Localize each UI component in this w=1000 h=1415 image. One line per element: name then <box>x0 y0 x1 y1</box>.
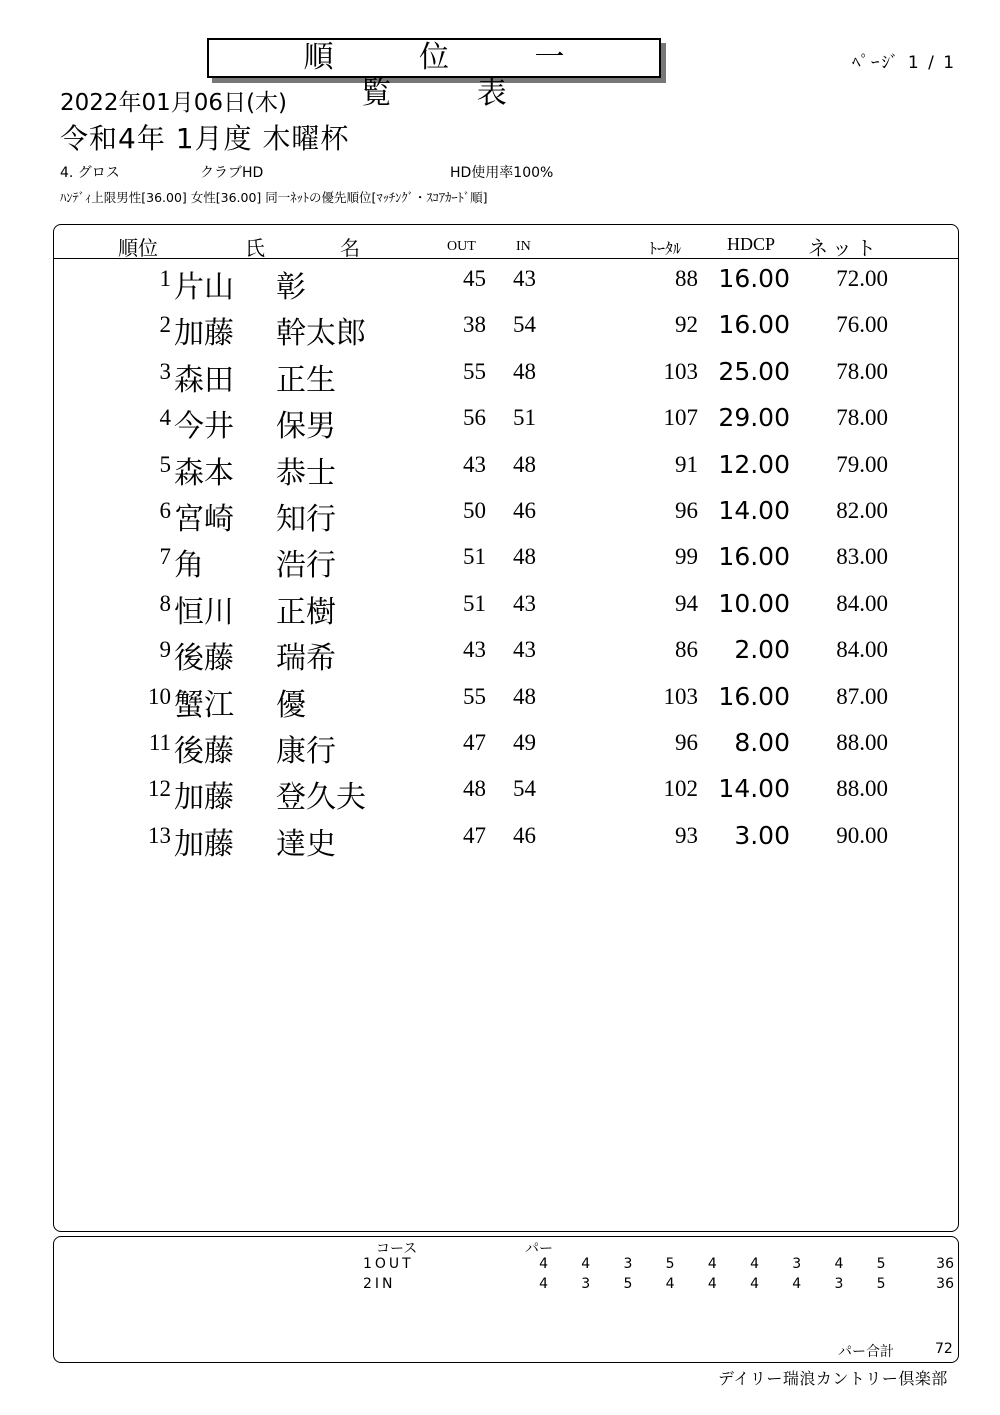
net-score: 90.00 <box>836 822 888 848</box>
rank-cell: 1 <box>159 266 171 291</box>
in-score: 48 <box>513 358 536 384</box>
in-score: 43 <box>513 266 536 291</box>
out-score: 43 <box>463 637 486 663</box>
page-title: 順 位 一 覧 表 <box>303 40 603 111</box>
net-score: 84.00 <box>836 637 888 663</box>
hole-par: 4 <box>665 1276 675 1292</box>
hdcp-value: 3.00 <box>734 820 790 850</box>
hole-par: 5 <box>665 1256 675 1272</box>
total-score: 91 <box>675 451 698 477</box>
hole-par: 3 <box>623 1256 633 1272</box>
in-score: 54 <box>513 776 536 802</box>
net-score: 72.00 <box>836 266 888 291</box>
hole-par: 3 <box>834 1276 844 1292</box>
hdcp-value: 29.00 <box>718 403 790 433</box>
total-score: 107 <box>663 405 698 431</box>
hole-par: 4 <box>581 1256 591 1272</box>
in-score: 43 <box>513 637 536 663</box>
net-score: 87.00 <box>836 683 888 709</box>
last-name: 加藤 <box>174 317 234 351</box>
net-score: 84.00 <box>836 590 888 616</box>
first-name: 登久夫 <box>276 781 366 815</box>
table-row <box>0 678 1000 724</box>
last-name: 加藤 <box>174 827 234 861</box>
total-score: 102 <box>663 776 698 802</box>
course-name: 2IN <box>363 1276 396 1292</box>
table-row <box>0 770 1000 816</box>
rank-cell: 6 <box>159 498 171 523</box>
in-score: 46 <box>513 822 536 848</box>
first-name: 彰 <box>276 271 306 304</box>
out-score: 45 <box>463 266 486 291</box>
out-score: 51 <box>463 590 486 616</box>
rank-cell: 7 <box>159 544 171 570</box>
total-score: 92 <box>675 312 698 338</box>
col-total-header: ﾄｰﾀﾙ <box>649 241 682 258</box>
total-score: 103 <box>663 683 698 709</box>
last-name: 片山 <box>174 271 234 304</box>
total-score: 99 <box>675 544 698 570</box>
hole-par: 3 <box>792 1256 802 1272</box>
table-row <box>0 631 1000 677</box>
col-rank-header: 順位 <box>118 238 158 260</box>
in-score: 49 <box>513 730 536 755</box>
table-row <box>0 817 1000 863</box>
out-score: 47 <box>463 730 486 755</box>
rank-cell: 5 <box>159 451 171 477</box>
total-score: 88 <box>675 266 698 291</box>
table-row <box>0 724 1000 770</box>
last-name: 後藤 <box>174 642 234 676</box>
last-name: 後藤 <box>174 735 234 768</box>
course-name: 1OUT <box>363 1256 414 1272</box>
table-row <box>0 446 1000 492</box>
table-row <box>0 585 1000 631</box>
total-score: 86 <box>675 637 698 663</box>
first-name: 正生 <box>276 363 336 397</box>
course-par-total: 36 <box>936 1276 954 1292</box>
last-name: 森本 <box>174 456 234 490</box>
first-name: 優 <box>276 688 306 722</box>
net-score: 78.00 <box>836 358 888 384</box>
hdcp-value: 10.00 <box>718 588 790 618</box>
last-name: 恒川 <box>174 595 234 629</box>
hole-par: 4 <box>792 1276 802 1292</box>
hdcp-value: 16.00 <box>718 681 790 711</box>
last-name: 角 <box>174 549 204 583</box>
first-name: 知行 <box>276 503 336 536</box>
net-score: 88.00 <box>836 730 888 755</box>
total-score: 96 <box>675 730 698 755</box>
col-hdcp-header: HDCP <box>727 234 776 254</box>
last-name: 宮崎 <box>174 503 234 536</box>
total-score: 94 <box>675 590 698 616</box>
hole-par: 5 <box>623 1276 633 1292</box>
hdcp-value: 12.00 <box>718 449 790 479</box>
hole-par: 3 <box>581 1276 591 1292</box>
total-score: 96 <box>675 498 698 523</box>
rank-cell: 10 <box>148 683 171 709</box>
col-name-header-1: 氏 <box>245 238 265 260</box>
hole-par: 5 <box>876 1276 886 1292</box>
hdcp-value: 16.00 <box>718 264 790 293</box>
net-score: 88.00 <box>836 776 888 802</box>
in-score: 48 <box>513 451 536 477</box>
net-score: 76.00 <box>836 312 888 338</box>
rank-cell: 12 <box>148 776 171 802</box>
out-score: 51 <box>463 544 486 570</box>
total-score: 93 <box>675 822 698 848</box>
col-in-header: IN <box>516 239 531 254</box>
first-name: 浩行 <box>276 549 336 583</box>
first-name: 達史 <box>276 827 336 861</box>
title-box <box>207 38 661 111</box>
score-format: 4. グロス <box>60 165 120 181</box>
out-score: 47 <box>463 822 486 848</box>
hole-par: 4 <box>707 1256 717 1272</box>
in-score: 48 <box>513 544 536 570</box>
total-score: 103 <box>663 358 698 384</box>
first-name: 幹太郎 <box>276 317 366 351</box>
table-row <box>0 492 1000 538</box>
date: 2022年01月06日(木) <box>60 90 288 116</box>
table-row <box>0 353 1000 399</box>
par-total-label: パー合計 <box>838 1344 894 1360</box>
last-name: 蟹江 <box>174 688 234 722</box>
rank-cell: 11 <box>148 730 171 755</box>
rank-cell: 8 <box>159 590 171 616</box>
first-name: 恭士 <box>276 456 336 490</box>
competition-name: 令和4年 1月度 木曜杯 <box>60 122 350 155</box>
table-row <box>0 260 1000 306</box>
net-score: 78.00 <box>836 405 888 431</box>
out-score: 48 <box>463 776 486 802</box>
hole-par: 4 <box>750 1276 759 1292</box>
first-name: 正樹 <box>276 595 336 629</box>
net-score: 82.00 <box>836 498 888 523</box>
in-score: 51 <box>513 405 536 431</box>
rank-cell: 13 <box>148 822 171 848</box>
net-score: 79.00 <box>836 451 888 477</box>
rank-cell: 9 <box>159 637 171 663</box>
hdcp-value: 25.00 <box>718 356 790 386</box>
hole-par: 4 <box>834 1256 844 1272</box>
hdcp-value: 16.00 <box>718 542 790 572</box>
first-name: 康行 <box>276 735 336 768</box>
par-total-value: 72 <box>935 1341 953 1357</box>
rank-cell: 4 <box>159 405 171 431</box>
handicap-note: ﾊﾝﾃﾞｨ上限男性[36.00] 女性[36.00] 同一ﾈｯﾄの優先順位[ﾏｯﾁﾝｸﾞ・ｽｺｱｶｰﾄﾞ順] <box>60 190 488 205</box>
last-name: 森田 <box>174 363 234 397</box>
last-name: 加藤 <box>174 781 234 815</box>
col-net-header: ネット <box>808 238 880 260</box>
table-row <box>0 306 1000 352</box>
hdcp-value: 2.00 <box>734 635 790 665</box>
out-score: 50 <box>463 498 486 523</box>
hole-par: 4 <box>707 1276 717 1292</box>
club-hd-label: クラブHD <box>200 165 264 181</box>
hole-par: 4 <box>750 1256 759 1272</box>
out-score: 38 <box>463 312 486 338</box>
net-score: 83.00 <box>836 544 888 570</box>
hole-par: 4 <box>539 1276 548 1292</box>
last-name: 今井 <box>174 410 234 444</box>
out-score: 56 <box>463 405 486 431</box>
course-par-total: 36 <box>936 1256 954 1272</box>
in-score: 46 <box>513 498 536 523</box>
hole-par: 4 <box>539 1256 548 1272</box>
rank-cell: 2 <box>159 312 171 338</box>
hdcp-value: 14.00 <box>718 496 790 525</box>
in-score: 54 <box>513 312 536 338</box>
hole-par: 5 <box>876 1256 886 1272</box>
course-label: コース <box>376 1241 418 1257</box>
hdcp-value: 14.00 <box>718 774 790 804</box>
col-out-header: OUT <box>447 239 476 254</box>
in-score: 48 <box>513 683 536 709</box>
hdcp-value: 8.00 <box>734 728 790 757</box>
in-score: 43 <box>513 590 536 616</box>
par-label: パー <box>525 1241 553 1257</box>
hd-rate: HD使用率100% <box>450 165 554 181</box>
out-score: 43 <box>463 451 486 477</box>
table-row <box>0 399 1000 445</box>
page-number: ﾍﾟｰｼﾞ 1 / 1 <box>852 53 957 73</box>
club-name: デイリー瑞浪カントリー倶楽部 <box>718 1369 948 1388</box>
table-row <box>0 538 1000 584</box>
first-name: 保男 <box>276 410 336 444</box>
out-score: 55 <box>463 358 486 384</box>
out-score: 55 <box>463 683 486 709</box>
first-name: 瑞希 <box>276 642 336 676</box>
rank-cell: 3 <box>159 358 171 384</box>
hdcp-value: 16.00 <box>718 310 790 340</box>
col-name-header-2: 名 <box>340 238 360 260</box>
